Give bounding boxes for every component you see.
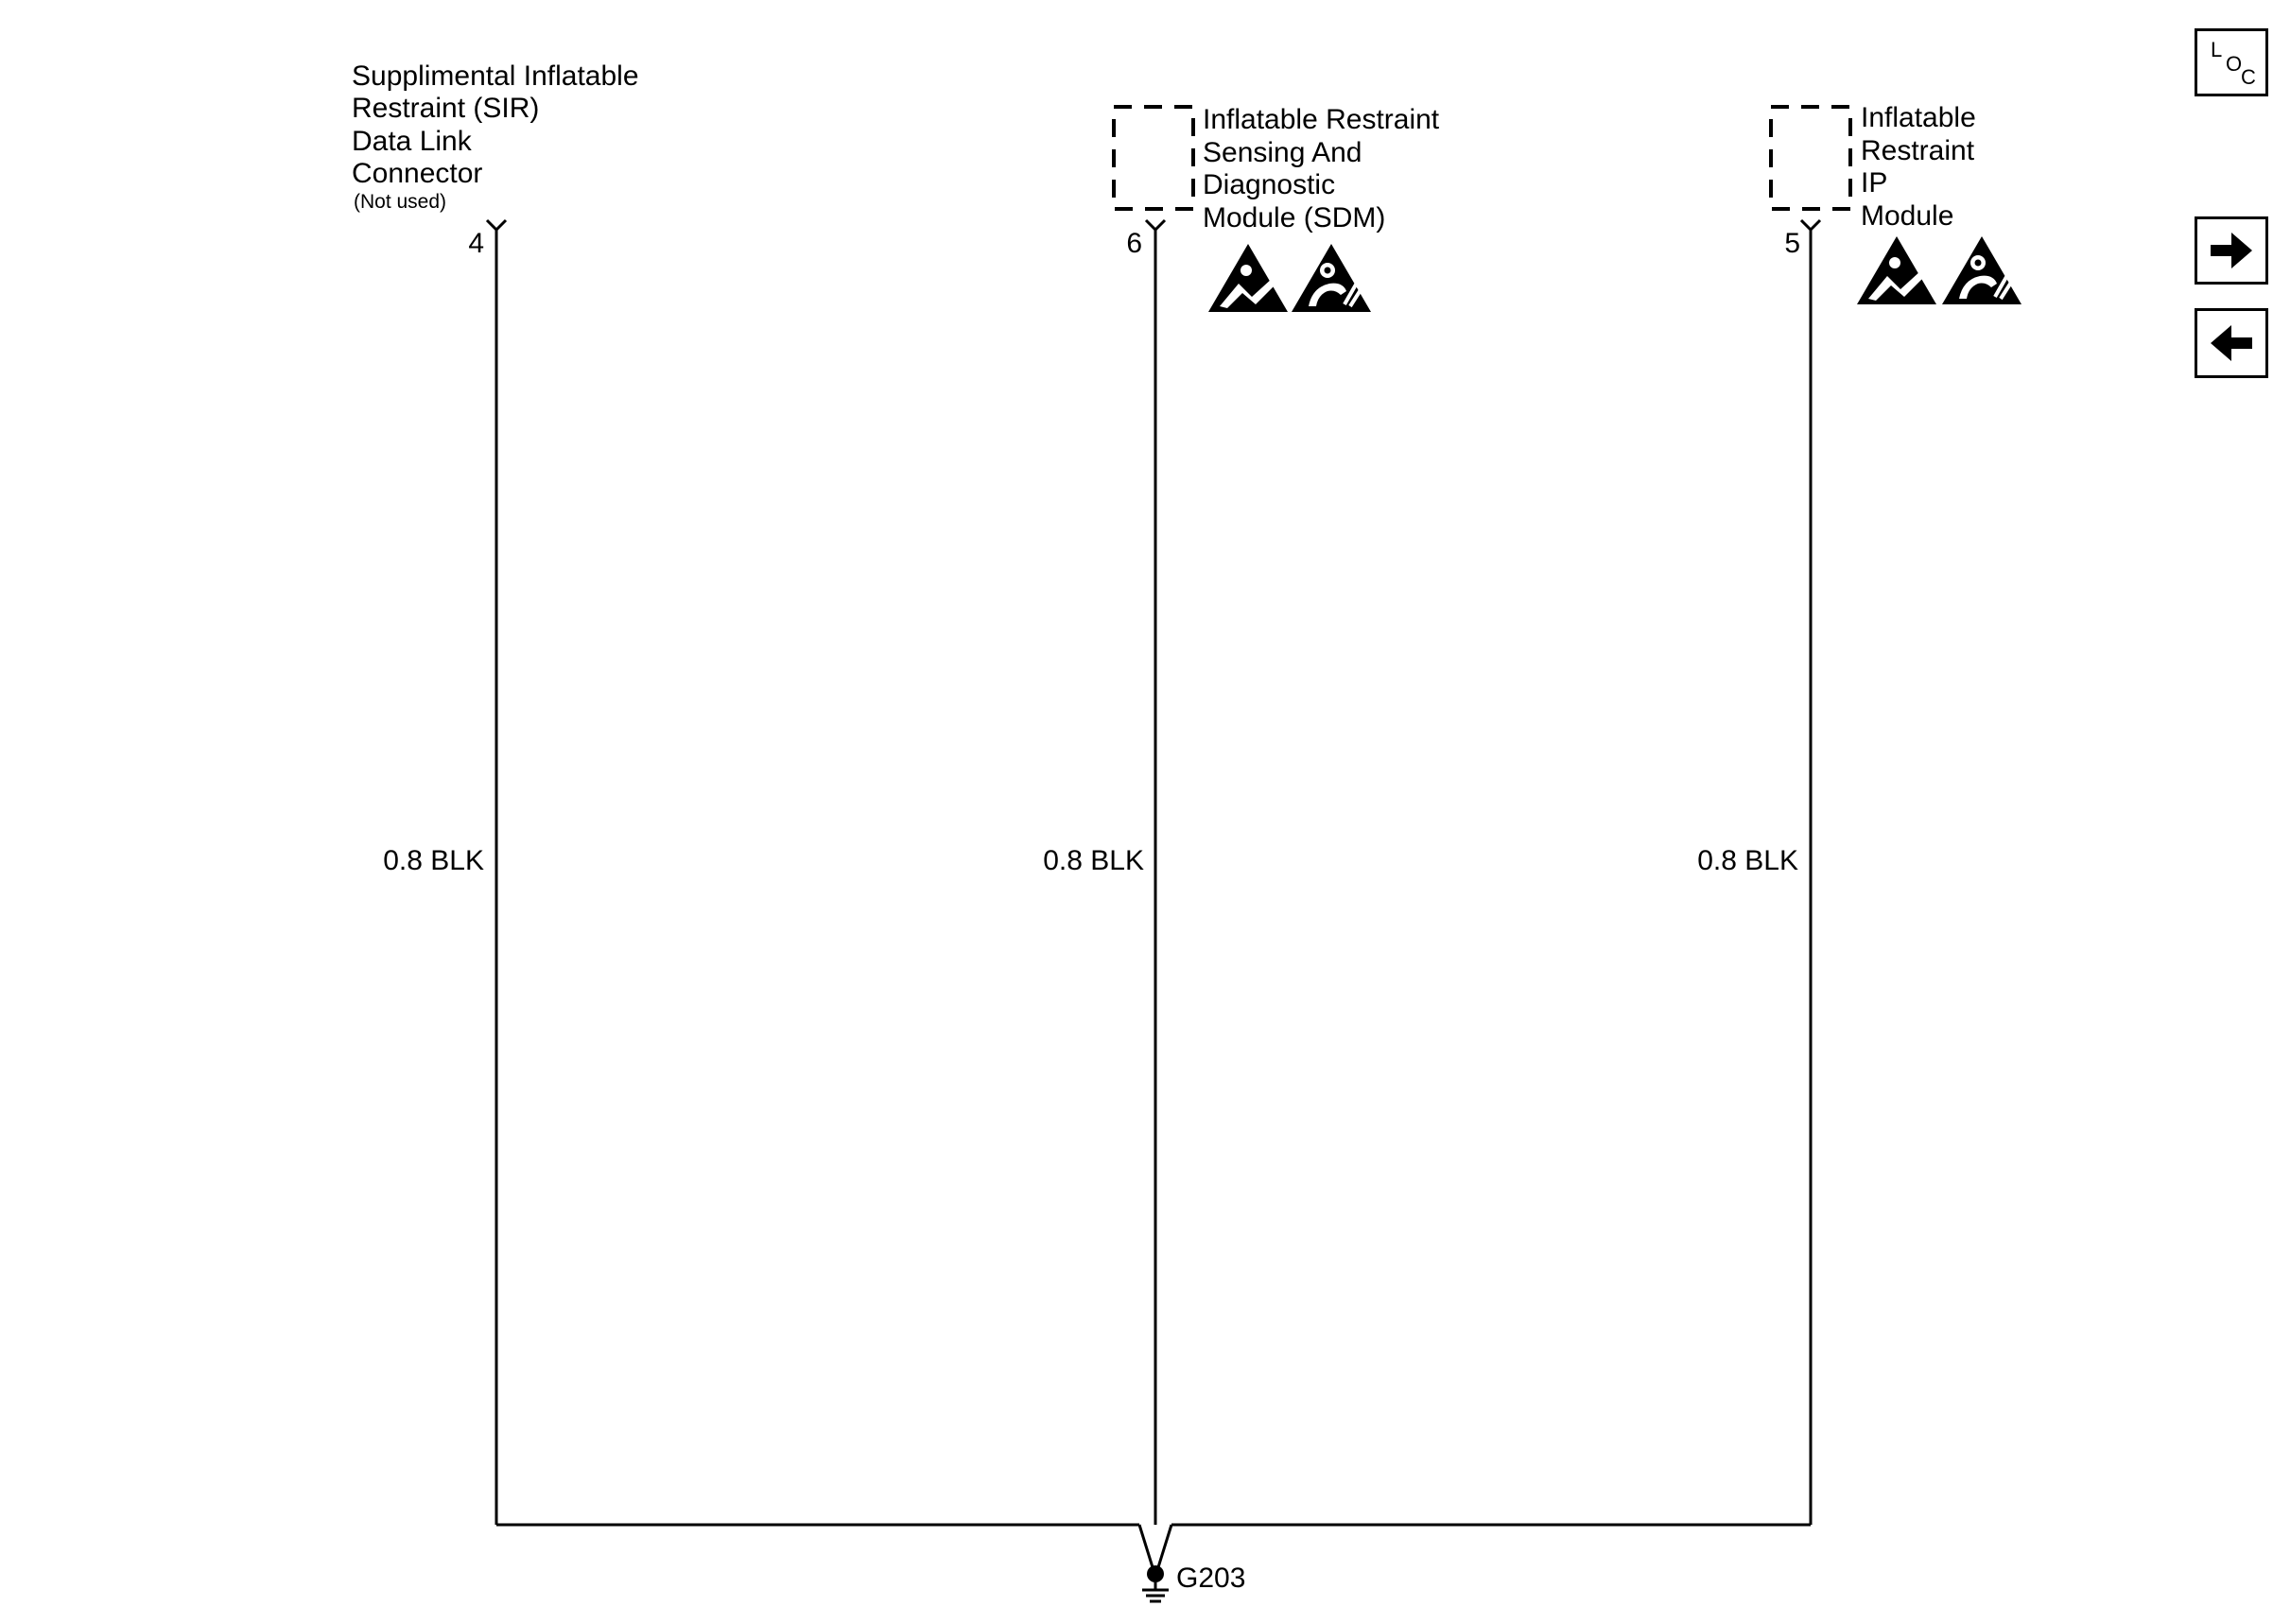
- ip-module-pin: 5: [1784, 228, 1800, 259]
- sdm-pin-terminal: [1146, 220, 1165, 230]
- sir-connector-label-line-1: Supplimental Inflatable: [352, 60, 639, 92]
- ip-module-label-line-4: Module: [1861, 200, 1954, 232]
- arrow-right-icon: [2197, 219, 2265, 282]
- ip-module-dashed-box: [1771, 107, 1850, 209]
- arrow-left-icon: [2197, 311, 2265, 375]
- esd-warning-icon: [1208, 244, 1288, 312]
- loc-button[interactable]: [2195, 28, 2268, 96]
- loc-letter-c: C: [2241, 65, 2256, 89]
- esd-warning-icon: [1857, 236, 1936, 304]
- ip-module-label-line-2: Restraint: [1861, 135, 1975, 166]
- ground-icon: [1142, 1590, 1169, 1601]
- ip-module: [1697, 102, 2021, 1525]
- sir-connector-label-line-2: Restraint (SIR): [352, 93, 540, 124]
- sir-connector-label-line-4: Connector: [352, 158, 483, 189]
- sdm-module: [1043, 104, 1440, 1525]
- loc-icon: [2197, 31, 2265, 94]
- sdm-wire-label: 0.8 BLK: [1043, 845, 1144, 876]
- airbag-warning-icon: [1942, 236, 2021, 304]
- sir-data-link-connector: [352, 60, 639, 1525]
- ip-module-pin-terminal: [1801, 220, 1820, 230]
- sir-connector-label-line-3: Data Link: [352, 126, 472, 157]
- loc-letter-o: O: [2226, 52, 2243, 76]
- ip-module-wire-label: 0.8 BLK: [1697, 845, 1798, 876]
- ground-label: G203: [1176, 1563, 1246, 1594]
- ground-circuit: [496, 1525, 1811, 1601]
- sdm-label-line-2: Sensing And: [1203, 137, 1362, 168]
- sdm-pin: 6: [1126, 228, 1142, 259]
- sir-connector-note: (Not used): [354, 191, 447, 213]
- sir-connector-pin-terminal: [487, 220, 506, 230]
- sdm-label-line-3: Diagnostic: [1203, 169, 1336, 200]
- ip-module-label-line-1: Inflatable: [1861, 102, 1976, 133]
- sdm-label-line-4: Module (SDM): [1203, 202, 1386, 233]
- next-page-button[interactable]: [2195, 216, 2268, 285]
- sir-connector-pin: 4: [468, 228, 484, 259]
- previous-page-button[interactable]: [2195, 308, 2268, 378]
- airbag-warning-icon: [1292, 244, 1371, 312]
- ground-splice-dot: [1147, 1565, 1164, 1582]
- sdm-label-line-1: Inflatable Restraint: [1203, 104, 1440, 135]
- sir-connector-wire-label: 0.8 BLK: [383, 845, 484, 876]
- ground-splice: [1139, 1525, 1171, 1567]
- sdm-dashed-box: [1114, 107, 1193, 209]
- loc-letter-l: L: [2211, 38, 2223, 61]
- ip-module-label-line-3: IP: [1861, 167, 1888, 199]
